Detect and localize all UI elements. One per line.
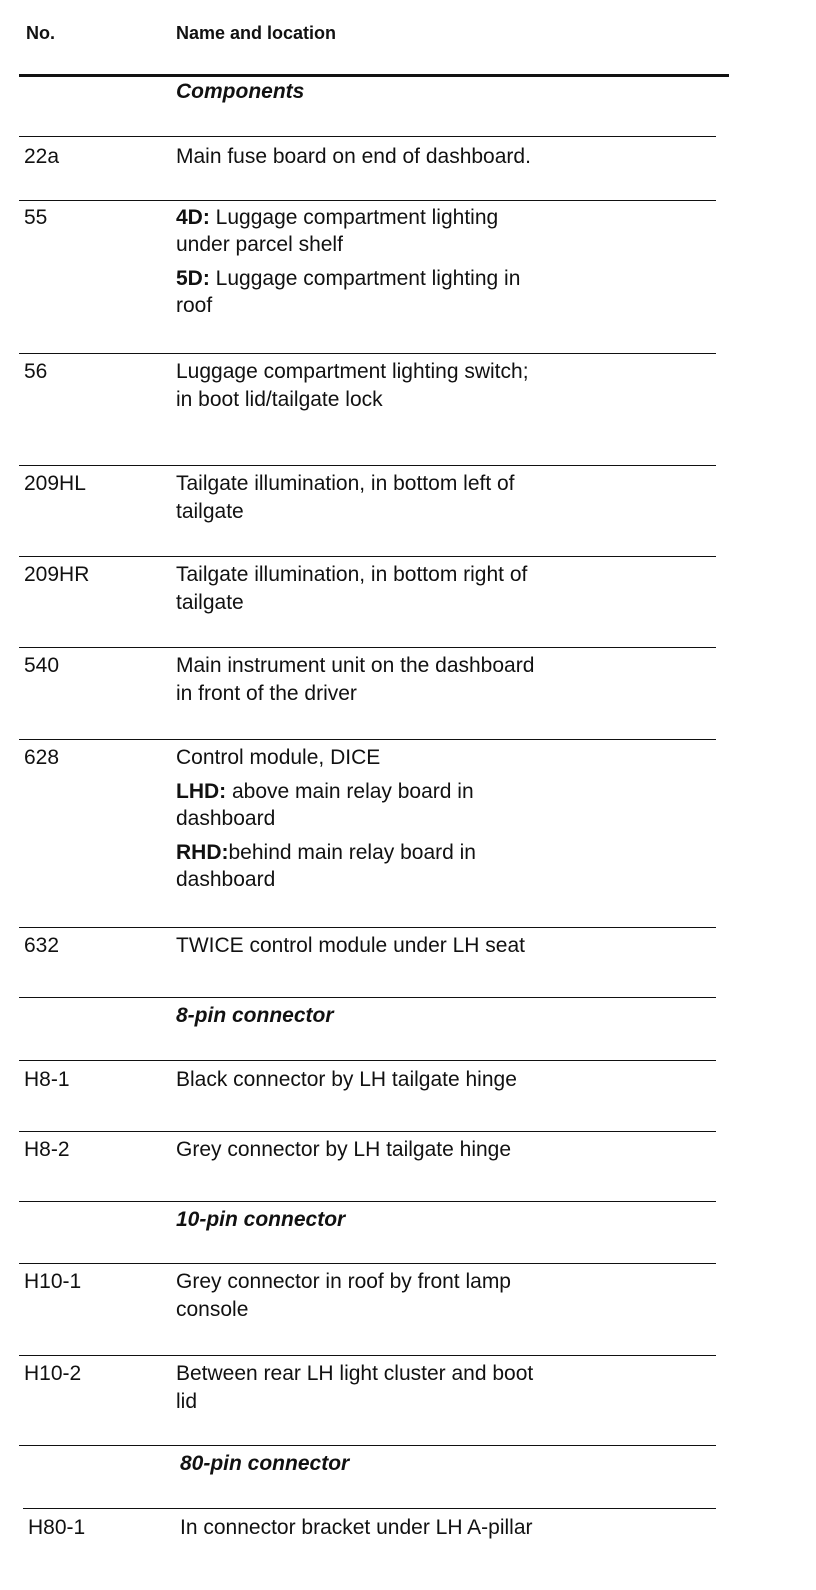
item-number: H8-2 — [24, 1138, 70, 1161]
section-title-components: Components — [176, 80, 305, 103]
row-divider — [19, 997, 716, 998]
variant-label: LHD: — [176, 780, 227, 803]
item-description: Tailgate illumination, in bottom right of tailgate — [176, 563, 528, 614]
row-divider — [19, 1445, 716, 1446]
item-number: 56 — [24, 360, 48, 383]
item-description: Between rear LH light cluster and boot lid — [176, 1362, 534, 1413]
variant-label: RHD: — [176, 841, 229, 864]
item-description: Main fuse board on end of dashboard. — [176, 145, 531, 168]
item-description: Tailgate illumination, in bottom left of tailgate — [176, 472, 515, 523]
item-description: TWICE control module under LH seat — [176, 934, 525, 957]
item-description: Black connector by LH tailgate hinge — [176, 1068, 517, 1091]
column-header-name: Name and location — [176, 23, 337, 43]
item-number: 55 — [24, 206, 48, 229]
row-divider — [19, 1060, 716, 1061]
row-divider — [19, 739, 716, 740]
row-divider — [19, 1263, 716, 1264]
item-description: Luggage compartment lighting switch; in boot lid/tailgate lock — [176, 360, 529, 411]
item-number: H10-1 — [24, 1270, 82, 1293]
column-header-no: No. — [26, 23, 55, 43]
section-title-8-pin: 8-pin connector — [176, 1004, 334, 1027]
item-number: 22a — [24, 145, 60, 168]
item-description: Main instrument unit on the dashboard in front of the driver — [176, 654, 535, 705]
header-divider — [19, 74, 729, 77]
row-divider — [19, 556, 716, 557]
row-divider — [19, 353, 716, 354]
row-divider — [19, 927, 716, 928]
item-number: 209HL — [24, 472, 86, 495]
row-divider — [19, 136, 716, 137]
row-divider — [23, 1508, 716, 1509]
row-divider — [19, 465, 716, 466]
item-number: 632 — [24, 934, 60, 957]
row-divider — [19, 1355, 716, 1356]
item-number: H10-2 — [24, 1362, 82, 1385]
variant-label: 4D: — [176, 206, 210, 229]
row-divider — [19, 200, 716, 201]
row-divider — [19, 1201, 716, 1202]
item-description: In connector bracket under LH A-pillar — [180, 1516, 533, 1539]
item-number: H8-1 — [24, 1068, 70, 1091]
section-title-10-pin: 10-pin connector — [176, 1208, 346, 1231]
item-number: 628 — [24, 746, 60, 769]
item-number: 209HR — [24, 563, 90, 586]
item-description: Grey connector in roof by front lamp console — [176, 1270, 511, 1321]
section-title-80-pin: 80-pin connector — [180, 1452, 350, 1475]
item-number: H80-1 — [28, 1516, 86, 1539]
row-divider — [19, 1131, 716, 1132]
row-divider — [19, 647, 716, 648]
item-description: 4D: Luggage compartment lighting under parcel shelf 5D: Luggage compartment lighting in roof — [176, 206, 521, 317]
item-description: Control module, DICE LHD: above main relay board in dashboard RHD:behind main relay board in dashboard — [176, 746, 476, 891]
item-description: Grey connector by LH tailgate hinge — [176, 1138, 512, 1161]
item-number: 540 — [24, 654, 60, 677]
variant-label: 5D: — [176, 267, 210, 290]
